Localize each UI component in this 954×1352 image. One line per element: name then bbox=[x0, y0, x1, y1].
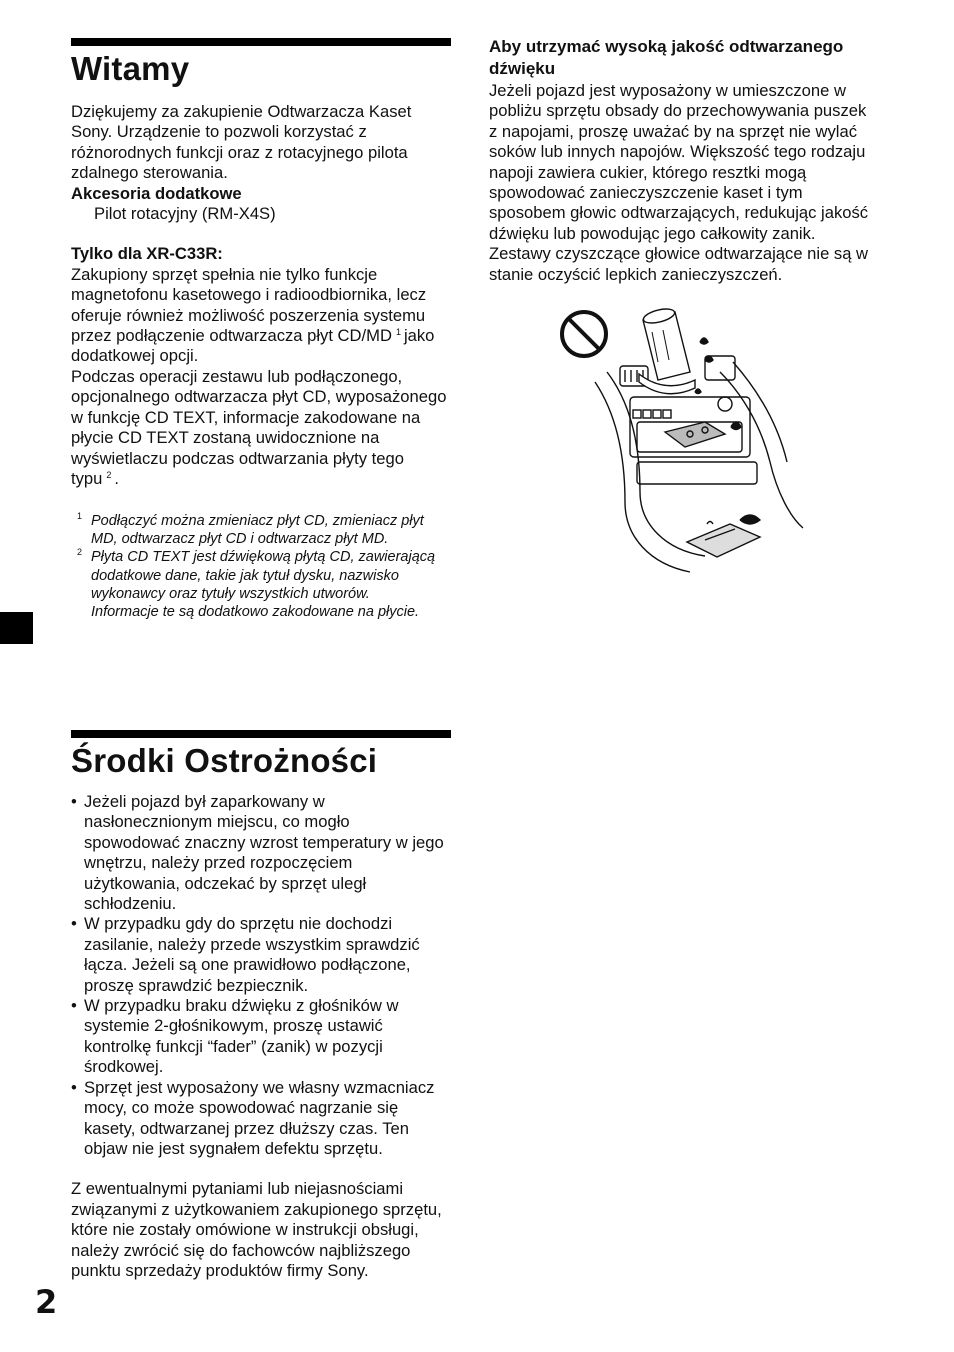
list-item: • Jeżeli pojazd był zaparkowany w nasłonecznionym miejscu, co mogło spowodować znaczny wzrost temperatury w jego wnętrzu, należy przed rozpoczęciem użytkowania, odczekać by sprzęt uległ schłodzeniu. bbox=[71, 792, 449, 914]
footnote-1 bbox=[71, 512, 453, 548]
section-tab-marker bbox=[0, 612, 33, 644]
welcome-body bbox=[71, 102, 456, 489]
list-item: • W przypadku braku dźwięku z głośników w systemie 2-głośnikowym, proszę ustawić kontrolkę funkcji “fader” (zanik) w pozycji środkowej. bbox=[71, 996, 449, 1078]
precautions-title: Środki Ostrożności bbox=[71, 742, 378, 779]
section-rule-welcome bbox=[71, 38, 451, 46]
model-paragraph-2 bbox=[71, 367, 456, 489]
precautions-closing: Z ewentualnymi pytaniami lub niejasnościami związanymi z użytkowaniem zakupionego sprzętu, które nie zostały omówione w instrukcji obsługi, należy zwrócić się do fachowców najbliższego punktu sprzedaży produktów firmy Sony. bbox=[71, 1179, 442, 1280]
welcome-intro: Dziękujemy za zakupienie Odtwarzacza Kaset Sony. Urządzenie to pozwoli korzystać z różnorodnych funkcji oraz z rotacyjnego pilota zdalnego sterowania. bbox=[71, 102, 412, 183]
spacer bbox=[71, 1159, 449, 1179]
cassette-icon bbox=[687, 515, 760, 557]
footnote-2 bbox=[71, 548, 453, 603]
accessories-heading: Akcesoria dodatkowe bbox=[71, 183, 242, 203]
footnote-2-extra: Informacje te są dodatkowo zakodowane na płycie. bbox=[91, 604, 420, 621]
precautions-body bbox=[71, 792, 449, 1281]
sound-quality-section bbox=[489, 36, 874, 285]
list-item: • Sprzęt jest wyposażony we własny wzmacniacz mocy, co może spowodować nagrzanie się kasety, odtwarzanej przez dłuższy czas. Ten objaw nie jest sygnałem defektu sprzętu. bbox=[71, 1078, 449, 1160]
model-text-b: jako dodatkowej opcji. bbox=[71, 326, 435, 366]
model-text-c-end: . bbox=[114, 468, 120, 488]
precautions-list bbox=[71, 792, 449, 1159]
spilled-drink-illustration bbox=[555, 302, 805, 574]
model-paragraph-1 bbox=[71, 265, 456, 367]
welcome-title: Witamy bbox=[71, 50, 190, 87]
page-number: 2 bbox=[35, 1283, 58, 1321]
footnote-2-mark: 2 bbox=[77, 547, 83, 558]
sound-quality-heading: Aby utrzymać wysoką jakość odtwarzanego dźwięku bbox=[489, 37, 844, 78]
footnote-ref-1: 1 bbox=[395, 327, 401, 338]
section-rule-precautions bbox=[71, 730, 451, 738]
footnote-2-text: Płyta CD TEXT jest dźwiękową płytą CD, zawierającą dodatkowe dane, takie jak tytuł dysku, nazwisko wykonawcy oraz tytuły wszystkich utworów. bbox=[91, 549, 436, 602]
model-text-c: Podczas operacji zestawu lub podłączonego, opcjonalnego odtwarzacza płyt CD, wyposażonego w funkcję CD TEXT, informacje zakodowane na płycie CD TEXT zostaną uwidocznione na wyświetlaczu podczas odtwarzania płyty tego typu bbox=[71, 366, 447, 488]
cassette-icon bbox=[665, 422, 725, 447]
footnote-1-mark: 1 bbox=[77, 511, 83, 521]
sound-quality-body: Jeżeli pojazd jest wyposażony w umieszczone w pobliżu sprzętu obsady do przechowywania puszek z napojami, proszę uważać by na sprzęt nie wylać soków lub innych napojów. Większość tego rodzaju napoji zawiera cukier, którego resztki mogą spowodować zanieczyszczenie kaset i tym sposobem głowic odtwarzających, redukując jakość dźwięku lub powodując jego całkowity zanik. Zestawy czyszczące głowice odtwarzające nie są w stanie oczyścić lepkich zanieczyszczeń. bbox=[489, 81, 869, 284]
list-item: • W przypadku gdy do sprzętu nie dochodzi zasilanie, należy przede wszystkim sprawdzić łącza. Jeżeli są one prawidłowo podłączone, proszę sprawdzić bezpiecznik. bbox=[71, 914, 449, 996]
spacer bbox=[71, 224, 456, 244]
footnote-1-text: Podłączyć można zmieniacz płyt CD, zmieniacz płyt MD, odtwarzacz płyt CD i odtwarzacz płyt MD. bbox=[91, 513, 424, 548]
drink-can-icon bbox=[639, 306, 695, 393]
footnotes bbox=[71, 512, 453, 621]
footnote-ref-2: 2 bbox=[106, 469, 112, 480]
model-heading: Tylko dla XR-C33R: bbox=[71, 244, 223, 264]
prohibited-icon bbox=[562, 312, 606, 356]
accessories-item: Pilot rotacyjny (RM-X4S) bbox=[94, 204, 276, 224]
model-text-a: Zakupiony sprzęt spełnia nie tylko funkcje magnetofonu kasetowego i radioodbiornika, lecz oferuje również możliwość poszerzenia systemu przez podłączenie odtwarzacza płyt CD/MD bbox=[71, 264, 427, 346]
